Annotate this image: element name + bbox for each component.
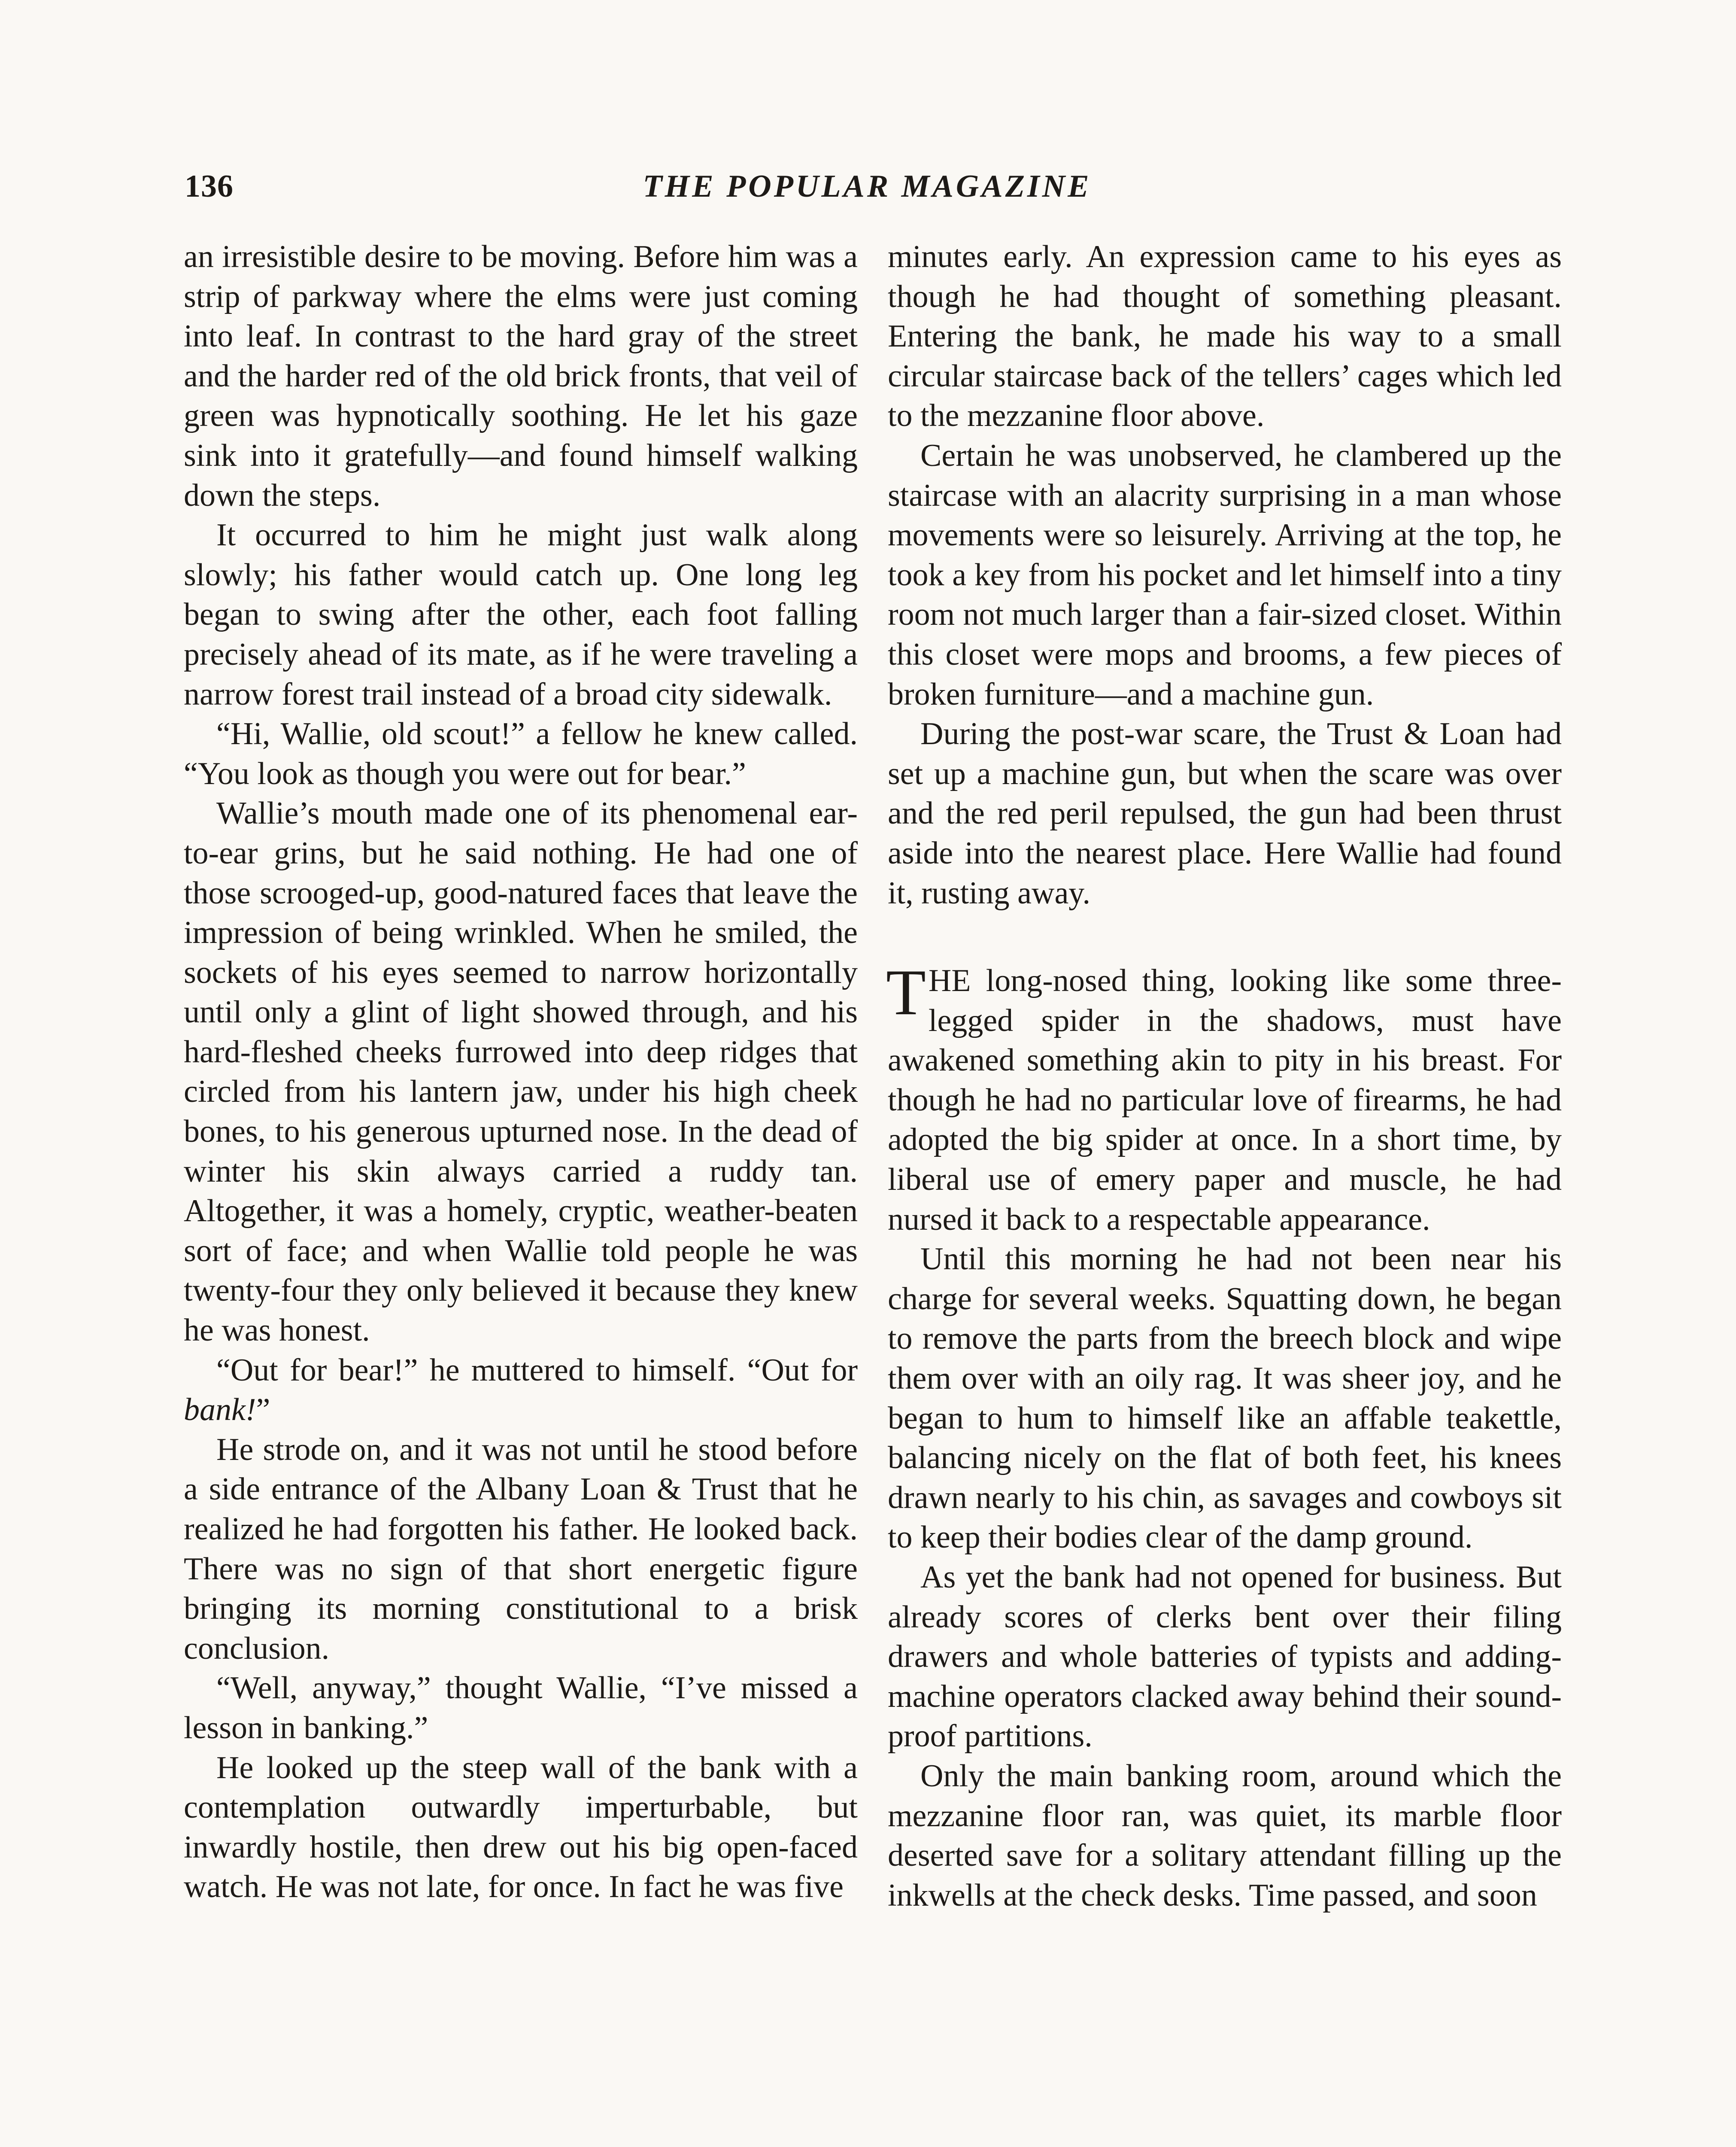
section-first-paragraph-text: HE long-nosed thing, looking like some three-legged spider in the shadows, must have awakened something akin to pity in his breast. For though he had no particular love of firearms, he had adopted the big spider at once. In a short time, by liberal use of emery paper and muscle, he had nursed it back to a respectable appearance.: [888, 963, 1562, 1237]
bear-line-italic: bank!: [184, 1392, 256, 1428]
bear-line-close: ”: [256, 1392, 270, 1428]
left-column: [184, 237, 858, 1907]
section-break: [888, 913, 1562, 961]
paragraph: an irresistible desire to be moving. Before him was a strip of parkway where the elms were just coming into leaf. In contrast to the hard gray of the street and the harder red of the old brick fronts, that veil of green was hypnotically soothing. He let his gaze sink into it gratefully—and found himself walking down the steps.: [184, 239, 858, 513]
paragraph: “Hi, Wallie, old scout!” a fellow he knew called. “You look as though you were out for bear.”: [184, 716, 858, 791]
paragraph: Certain he was unobserved, he clambered up the staircase with an alacrity surprising in a man whose movements were so leisurely. Arriving at the top, he took a key from his pocket and let himself into a tiny room not much larger than a fair-sized closet. Within this closet were mops and brooms, a few pieces of broken furniture—and a machine gun.: [888, 438, 1562, 712]
bear-line-text: “Out for bear!” he muttered to himself. “Out for: [216, 1352, 858, 1388]
page-number: 136: [185, 169, 234, 204]
page-header: [172, 168, 1563, 220]
paragraph: “Well, anyway,” thought Wallie, “I’ve missed a lesson in banking.”: [184, 1670, 858, 1746]
paragraph: [184, 1350, 858, 1430]
paragraph: During the post-war scare, the Trust & Loan had set up a machine gun, but when the scare was over and the red peril repulsed, the gun had been thrust aside into the nearest place. Here Wallie had found it, rusting away.: [888, 716, 1562, 911]
paragraph: He strode on, and it was not until he stood before a side entrance of the Albany Loan & Trust that he realized he had forgotten his father. He looked back. There was no sign of that short energetic figure bringing its morning constitutional to a brisk conclusion.: [184, 1432, 858, 1666]
section-first-paragraph: [886, 956, 1562, 1239]
paragraph: As yet the bank had not opened for business. But already scores of clerks bent over their filing drawers and whole batteries of typists and adding-machine operators clacked away behind their sound-proof partitions.: [888, 1560, 1562, 1754]
paragraph: Wallie’s mouth made one of its phenomenal ear-to-ear grins, but he said nothing. He had one of those scrooged-up, good-natured faces that leave the impression of being wrinkled. When he smiled, the sockets of his eyes seemed to narrow horizontally until only a glint of light showed through, and his hard-fleshed cheeks furrowed into deep ridges that circled from his lantern jaw, under his high cheek bones, to his generous upturned nose. In the dead of winter his skin always carried a ruddy tan. Altogether, it was a homely, cryptic, weather-beaten sort of face; and when Wallie told people he was twenty-four they only believed it because they knew he was honest.: [184, 796, 858, 1348]
paragraph: He looked up the steep wall of the bank with a contemplation outwardly imperturbable, but inwardly hostile, then drew out his big open-faced watch. He was not late, for once. In fact he was five: [184, 1750, 858, 1905]
paragraph: Until this morning he had not been near his charge for several weeks. Squatting down, he began to remove the parts from the breech block and wipe them over with an oily rag. It was sheer joy, and he began to hum to himself like an affable teakettle, balancing nicely on the flat of both feet, his knees drawn nearly to his chin, as savages and cowboys sit to keep their bodies clear of the damp ground.: [888, 1241, 1562, 1555]
running-head: THE POPULAR MAGAZINE: [643, 169, 1092, 204]
drop-cap: T: [886, 956, 926, 1029]
paragraph: It occurred to him he might just walk along slowly; his father would catch up. One long leg began to swing after the other, each foot falling precisely ahead of its mate, as if he were traveling a narrow forest trail instead of a broad city sidewalk.: [184, 517, 858, 712]
paragraph: Only the main banking room, around which the mezzanine floor ran, was quiet, its marble floor deserted save for a solitary attendant filling up the inkwells at the check desks. Time passed, and soon: [888, 1758, 1562, 1913]
paragraph: minutes early. An expression came to his eyes as though he had thought of something pleasant. Entering the bank, he made his way to a small circular staircase back of the tellers’ cages which led to the mezzanine floor above.: [888, 239, 1562, 434]
right-column: [888, 237, 1562, 1915]
